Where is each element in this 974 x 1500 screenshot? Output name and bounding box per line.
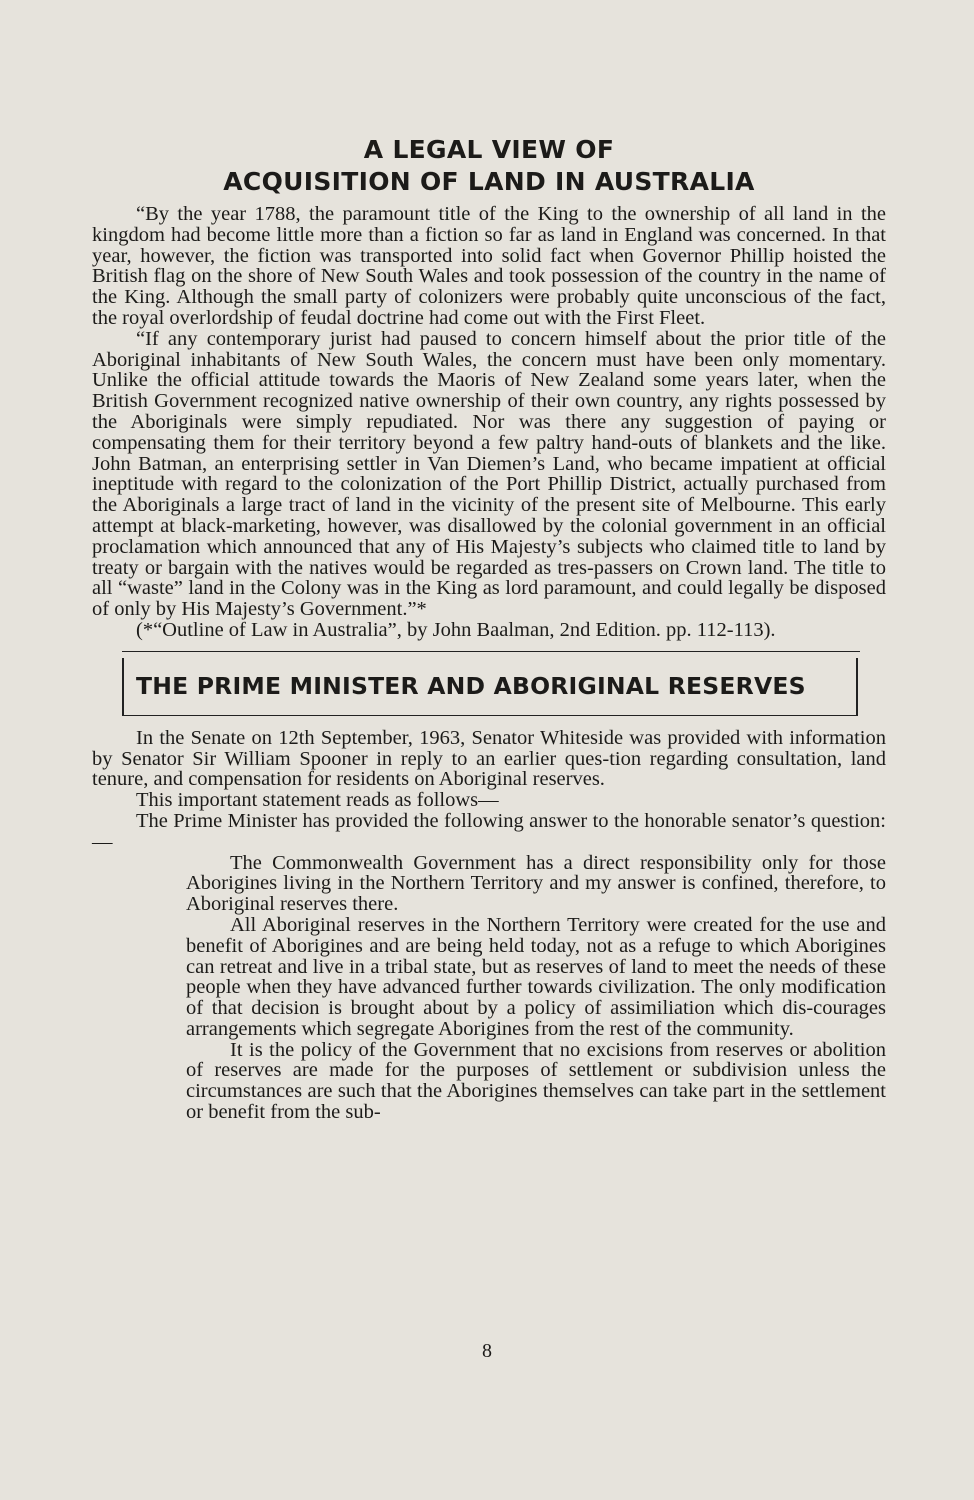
box-top-rule — [122, 651, 860, 652]
block-quote-paragraph-3: It is the policy of the Government that no excisions from reserves or abolition of reserves are made for the purposes of settlement or subdivision unless the circumstances are such that the Aborigines themselves can take part in the settlement or benefit from the sub- — [186, 1038, 886, 1124]
page-number: 8 — [482, 1340, 492, 1362]
section-heading: THE PRIME MINISTER AND ABORIGINAL RESERVES — [136, 672, 806, 701]
quote-paragraph-1: “By the year 1788, the paramount title of the King to the ownership of all land in the kingdom had become little more than a fiction so far as land in England was concerned. In that year, however, the fiction was transported into solid fact when Governor Phillip hoisted the British flag on the shore of New South Wales and took possession of the country in the name of the King. Although the small party of colonizers were probably quite unconscious of the fact, the royal overlordship of feudal doctrine had come out with the First Fleet. — [92, 203, 886, 329]
boxed-heading — [122, 658, 858, 716]
block-quote-paragraph-2: All Aboriginal reserves in the Northern Territory were created for the use and benefit of Aborigines and are being held today, not as a refuge to which Aborigines can retreat and live in a tribal state, but as reserves of land to meet the needs of these people when they have advanced further towards civilization. The only modification of that decision is brought about by a policy of assimiliation which dis-courages arrangements which segregate Aborigines from the rest of the community. — [186, 913, 886, 1040]
article-heading-line-1: A LEGAL VIEW OF — [363, 135, 615, 164]
block-quote-paragraph-1: The Commonwealth Government has a direct responsibility only for those Aborigines living in the Northern Territory and my answer is confined, therefore, to Aboriginal reserves there. — [186, 851, 886, 916]
article-heading-line-2: ACQUISITION OF LAND IN AUSTRALIA — [223, 167, 755, 196]
block-quote — [186, 853, 886, 1123]
article-legal-view — [92, 0, 886, 641]
quote-paragraph-2: “If any contemporary jurist had paused to concern himself about the prior title of the Aboriginal inhabitants of New South Wales, the concern must have been only momentary. Unlike the official attitude towards the Maoris of New Zealand some years later, when the British Government recognized native ownership of their own country, any rights possessed by the Aboriginals were simply repudiated. Nor was there any suggestion of paying or compensating them for their territory beyond a few paltry hand-outs of blankets and the like. John Batman, an enterprising settler in Van Diemen’s Land, who became impatient at official ineptitude with regard to the colonization of the Port Phillip District, actually purchased from the Aboriginals a large tract of land in the vicinity of the present site of Melbourne. This early attempt at black-marketing, however, was disallowed by the colonial government in an official proclamation which announced that any of His Majesty’s subjects who claimed title to land by treaty or bargain with the natives would be regarded as tres-passers on Crown land. The title to all “waste” land in the Colony was in the King as lord paramount, and could legally be disposed of only by His Majesty’s Government.”* — [92, 327, 886, 621]
intro-paragraph: In the Senate on 12th September, 1963, Senator Whiteside was provided with information by Senator Sir William Spooner in reply to an earlier ques-tion regarding consultation, land tenure, and compensation for residents on Aboriginal reserves. — [92, 726, 886, 791]
prime-minister-line: The Prime Minister has provided the following answer to the honorable senator’s question:— — [92, 809, 886, 853]
article-prime-minister — [92, 728, 886, 1123]
statement-intro: This important statement reads as follows— — [136, 789, 499, 812]
citation-footnote: (*“Outline of Law in Australia”, by John Baalman, 2nd Edition. pp. 112-113). — [136, 618, 776, 641]
